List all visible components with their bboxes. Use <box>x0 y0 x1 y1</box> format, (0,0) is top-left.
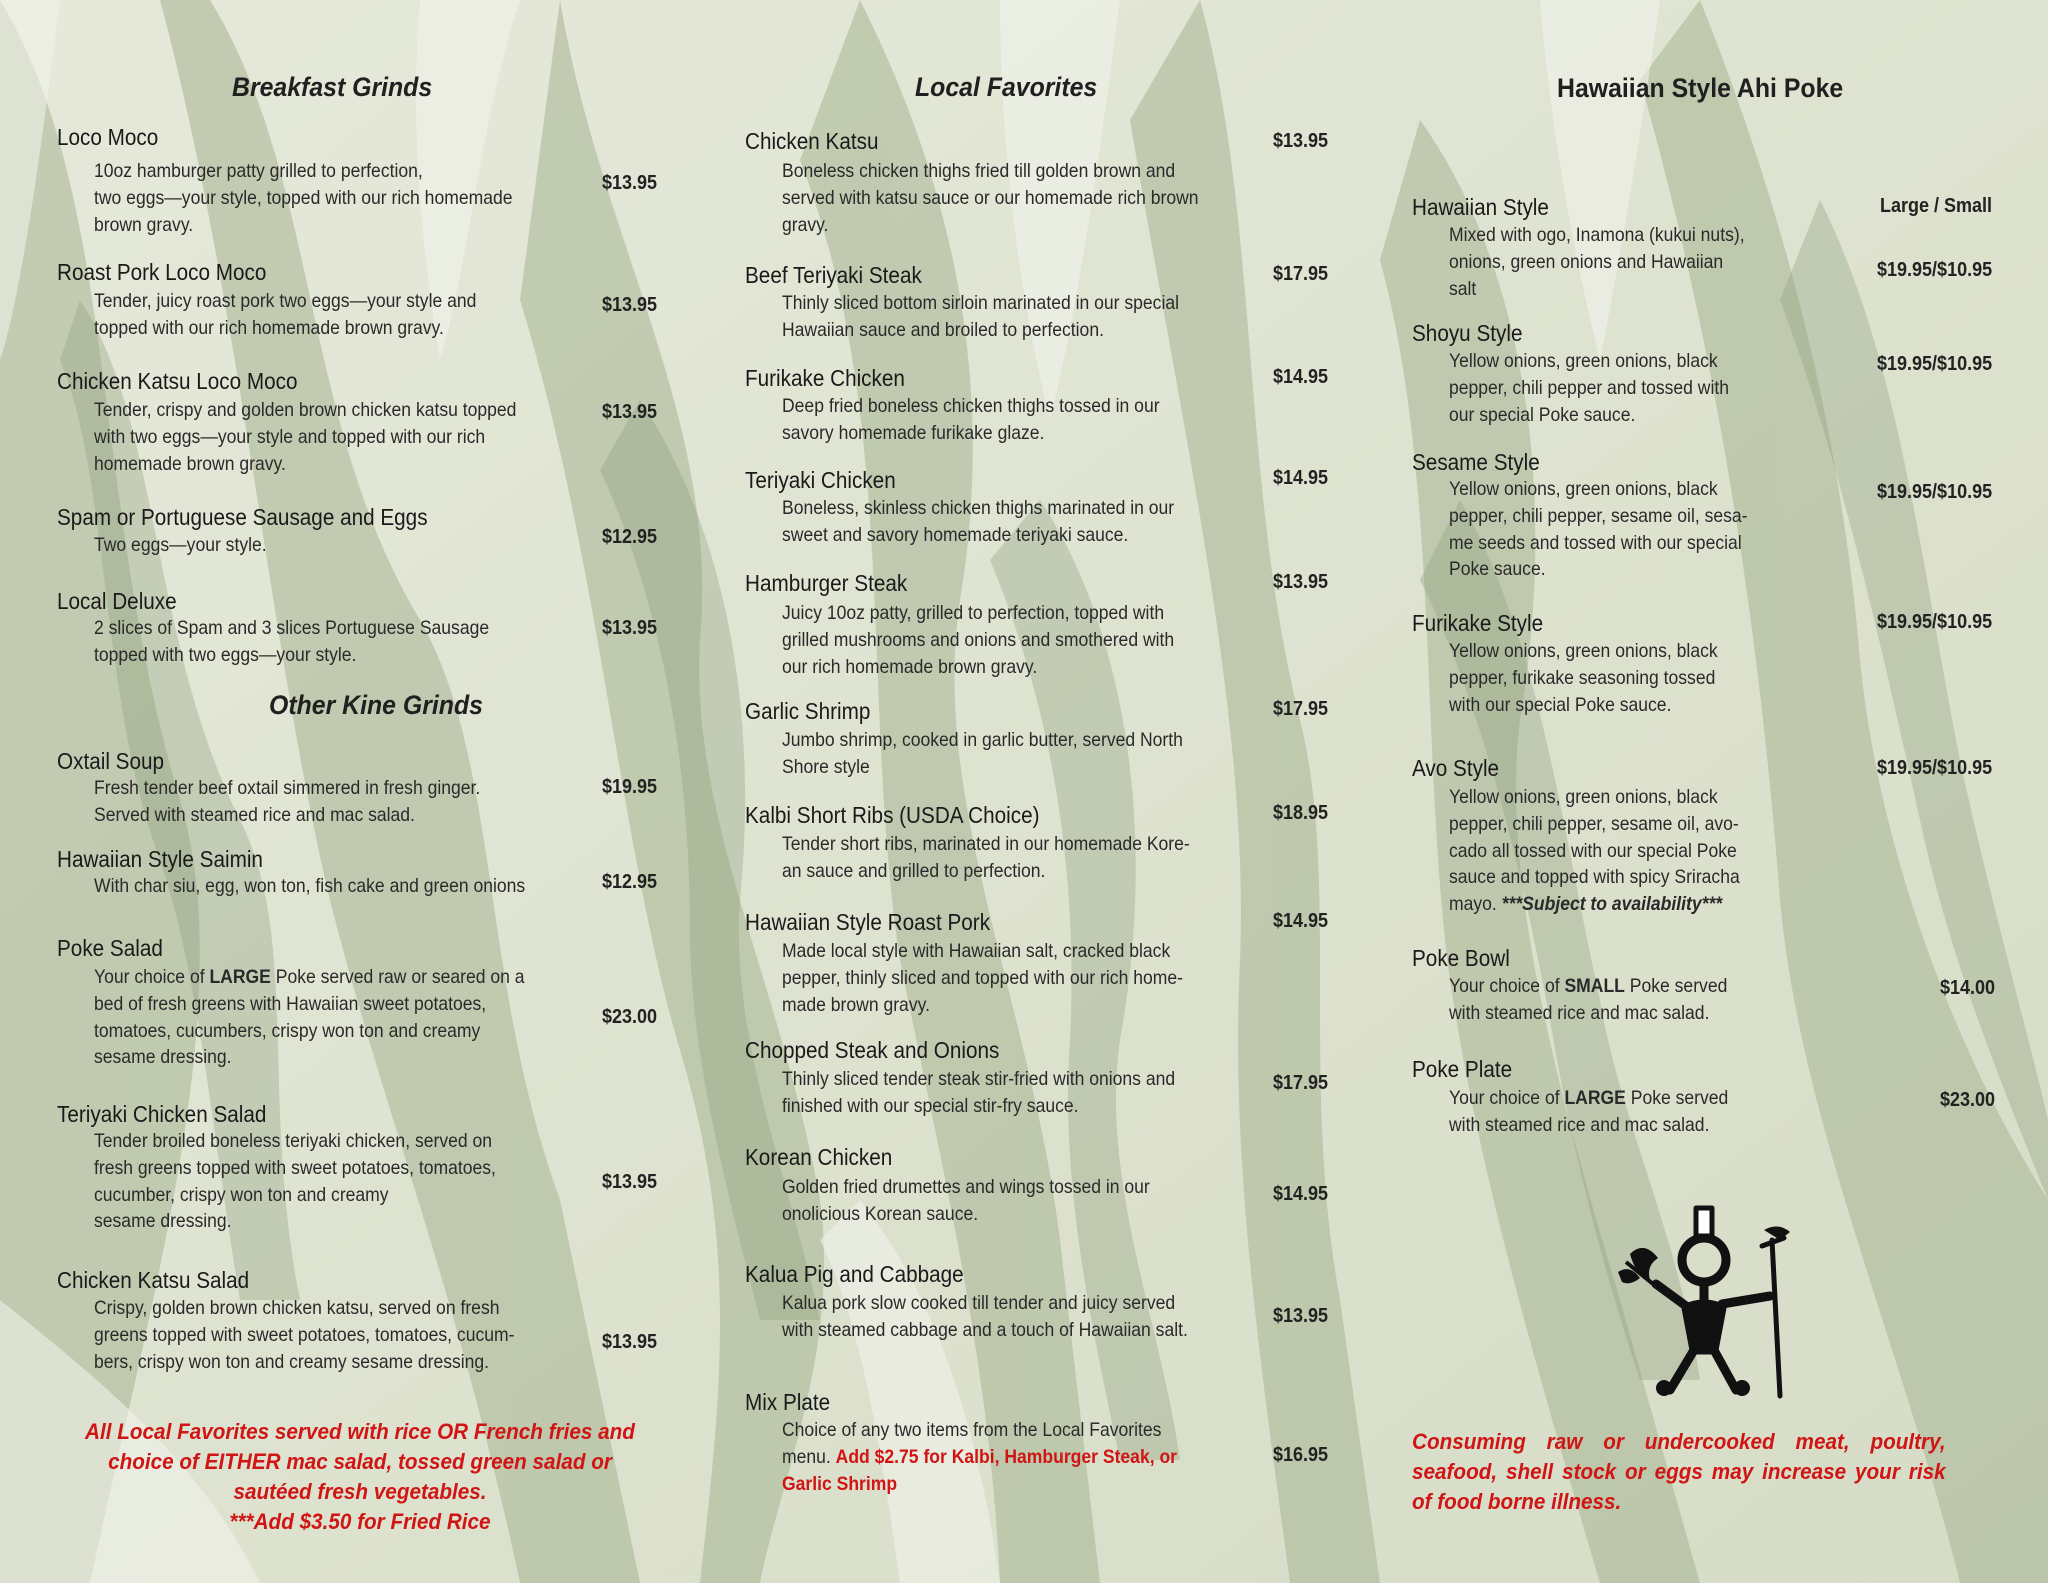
local-favorites-sides-note: All Local Favorites served with rice OR French fries and choice of EITHER mac salad, tossed green salad or sautéed fresh vegetables. ***Add $3.50 for Fried Rice <box>85 1419 635 1534</box>
item-price: $19.95/$10.95 <box>1877 757 1993 779</box>
item-price: $14.95 <box>1273 366 1329 388</box>
item-description: Golden fried drumettes and wings tossed in our onolicious Korean sauce. <box>782 1176 1150 1225</box>
item-price: $14.95 <box>1273 467 1329 489</box>
item-name: Teriyaki Chicken Salad <box>57 1101 267 1127</box>
raw-food-warning-note: Consuming raw or undercooked meat, poultry, seafood, shell stock or eggs may increase your risk of food borne illness. <box>1412 1429 1946 1514</box>
item-name: Beef Teriyaki Steak <box>745 262 922 288</box>
item-name: Kalua Pig and Cabbage <box>745 1261 964 1287</box>
item-name: Poke Bowl <box>1412 945 1510 971</box>
item-description: Yellow onions, green onions, black pepper, chili pepper, sesame oil, avo- cado all tossed with our special Poke sauce and topped with spicy Sriracha mayo. ***Subject to availability*** <box>1449 786 1740 916</box>
section-title-breakfast-grinds: Breakfast Grinds <box>232 72 433 102</box>
item-price: $19.95/$10.95 <box>1877 481 1993 503</box>
item-price: $13.95 <box>602 1331 658 1353</box>
item-name: Spam or Portuguese Sausage and Eggs <box>57 504 428 530</box>
item-price: $17.95 <box>1273 698 1329 720</box>
item-price: $12.95 <box>602 526 658 548</box>
item-description: With char siu, egg, won ton, fish cake and green onions <box>94 875 526 897</box>
item-price: $14.95 <box>1273 910 1329 932</box>
item-description: Your choice of SMALL Poke served with steamed rice and mac salad. <box>1449 975 1728 1024</box>
item-price: $19.95/$10.95 <box>1877 353 1993 375</box>
item-name: Local Deluxe <box>57 588 177 614</box>
item-name: Chopped Steak and Onions <box>745 1037 1000 1063</box>
item-price: $13.95 <box>1273 130 1329 152</box>
item-description: Kalua pork slow cooked till tender and juicy served with steamed cabbage and a touch of Hawaiian salt. <box>782 1292 1188 1341</box>
size-header-large-small: Large / Small <box>1880 195 1993 217</box>
item-description: Boneless, skinless chicken thighs marinated in our sweet and savory homemade teriyaki sauce. <box>782 497 1175 546</box>
item-description: Yellow onions, green onions, black pepper, chili pepper and tossed with our special Poke sauce. <box>1449 350 1730 426</box>
item-name: Loco Moco <box>57 124 159 150</box>
item-description: Tender broiled boneless teriyaki chicken, served on fresh greens topped with sweet potatoes, tomatoes, cucumber, crispy won ton and creamy sesame dressing. <box>94 1130 496 1233</box>
item-description: Yellow onions, green onions, black pepper, furikake seasoning tossed with our special Poke sauce. <box>1449 640 1718 716</box>
item-description: Fresh tender beef oxtail simmered in fresh ginger. Served with steamed rice and mac salad. <box>94 777 481 826</box>
item-price: $14.00 <box>1940 977 1996 999</box>
item-price: $18.95 <box>1273 802 1329 824</box>
item-description: Tender, crispy and golden brown chicken katsu topped with two eggs—your style and topped with our rich homemade brown gravy. <box>94 399 517 475</box>
item-description: 2 slices of Spam and 3 slices Portuguese Sausage topped with two eggs—your style. <box>94 617 490 666</box>
item-price: $17.95 <box>1273 263 1329 285</box>
item-description: Made local style with Hawaiian salt, cracked black pepper, thinly sliced and topped with our rich home- made brown gravy. <box>782 940 1183 1016</box>
item-price: $17.95 <box>1273 1072 1329 1094</box>
item-price: $13.95 <box>1273 1305 1329 1327</box>
item-name: Korean Chicken <box>745 1144 893 1170</box>
item-description: Yellow onions, green onions, black pepper, chili pepper, sesame oil, sesa- me seeds and tossed with our special Poke sauce. <box>1449 478 1748 581</box>
item-description: Thinly sliced tender steak stir-fried with onions and finished with our special stir-fry sauce. <box>782 1068 1176 1117</box>
item-name: Poke Plate <box>1412 1056 1513 1082</box>
item-description: Boneless chicken thighs fried till golden brown and served with katsu sauce or our homemade rich brown gravy. <box>782 160 1199 236</box>
item-description: Thinly sliced bottom sirloin marinated in our special Hawaiian sauce and broiled to perfection. <box>782 292 1180 341</box>
item-price: $13.95 <box>602 617 658 639</box>
item-price: $19.95/$10.95 <box>1877 611 1993 633</box>
item-name: Hamburger Steak <box>745 570 908 596</box>
section-title-hawaiian-style-ahi-poke: Hawaiian Style Ahi Poke <box>1557 73 1844 103</box>
item-name: Chicken Katsu Salad <box>57 1267 250 1293</box>
item-description: Choice of any two items from the Local Favorites menu. Add $2.75 for Kalbi, Hamburger Steak, or Garlic Shrimp <box>782 1419 1178 1495</box>
item-price: $13.95 <box>602 1171 658 1193</box>
item-description: Deep fried boneless chicken thighs tossed in our savory homemade furikake glaze. <box>782 395 1160 444</box>
item-name: Hawaiian Style Saimin <box>57 846 263 872</box>
section-title-other-kine-grinds: Other Kine Grinds <box>269 690 483 720</box>
item-description: Tender, juicy roast pork two eggs—your style and topped with our rich homemade brown gravy. <box>94 290 477 339</box>
item-name: Hawaiian Style <box>1412 194 1549 220</box>
item-name: Chicken Katsu Loco Moco <box>57 368 298 394</box>
item-description: Crispy, golden brown chicken katsu, served on fresh greens topped with sweet potatoes, tomatoes, cucum- bers, crispy won ton and creamy sesame dressing. <box>94 1297 515 1373</box>
item-price: $13.95 <box>1273 571 1329 593</box>
item-name: Furikake Style <box>1412 610 1544 636</box>
item-name: Garlic Shrimp <box>745 698 871 724</box>
item-name: Furikake Chicken <box>745 365 905 391</box>
item-description: Your choice of LARGE Poke served with steamed rice and mac salad. <box>1449 1087 1729 1136</box>
item-name: Roast Pork Loco Moco <box>57 259 267 285</box>
item-description: 10oz hamburger patty grilled to perfection, two eggs—your style, topped with our rich homemade brown gravy. <box>94 160 513 236</box>
item-name: Oxtail Soup <box>57 748 165 774</box>
item-price: $13.95 <box>602 401 658 423</box>
item-name: Poke Salad <box>57 935 163 961</box>
tiki-warrior-icon <box>1600 1200 1820 1400</box>
item-name: Shoyu Style <box>1412 320 1523 346</box>
item-description: Your choice of LARGE Poke served raw or seared on a bed of fresh greens with Hawaiian sweet potatoes, tomatoes, cucumbers, crispy won ton and creamy sesame dressing. <box>94 966 525 1069</box>
item-name: Hawaiian Style Roast Pork <box>745 909 991 935</box>
item-price: $19.95 <box>602 776 658 798</box>
item-price: $19.95/$10.95 <box>1877 259 1993 281</box>
item-price: $13.95 <box>602 294 658 316</box>
section-title-local-favorites: Local Favorites <box>915 72 1098 102</box>
item-description: Juicy 10oz patty, grilled to perfection, topped with grilled mushrooms and onions and smothered with our rich homemade brown gravy. <box>782 602 1175 678</box>
item-name: Teriyaki Chicken <box>745 467 896 493</box>
item-price: $16.95 <box>1273 1444 1329 1466</box>
item-name: Mix Plate <box>745 1389 831 1415</box>
item-price: $23.00 <box>602 1006 658 1028</box>
item-price: $14.95 <box>1273 1183 1329 1205</box>
item-description: Jumbo shrimp, cooked in garlic butter, served North Shore style <box>782 729 1183 778</box>
item-name: Kalbi Short Ribs (USDA Choice) <box>745 802 1040 828</box>
item-price: $13.95 <box>602 172 658 194</box>
item-price: $23.00 <box>1940 1089 1996 1111</box>
item-description: Tender short ribs, marinated in our homemade Kore- an sauce and grilled to perfection. <box>782 833 1190 882</box>
item-price: $12.95 <box>602 871 658 893</box>
item-description: Two eggs—your style. <box>94 534 267 556</box>
item-name: Avo Style <box>1412 755 1500 781</box>
item-description: Mixed with ogo, Inamona (kukui nuts), onions, green onions and Hawaiian salt <box>1449 224 1745 300</box>
item-name: Chicken Katsu <box>745 128 879 154</box>
item-name: Sesame Style <box>1412 449 1540 475</box>
